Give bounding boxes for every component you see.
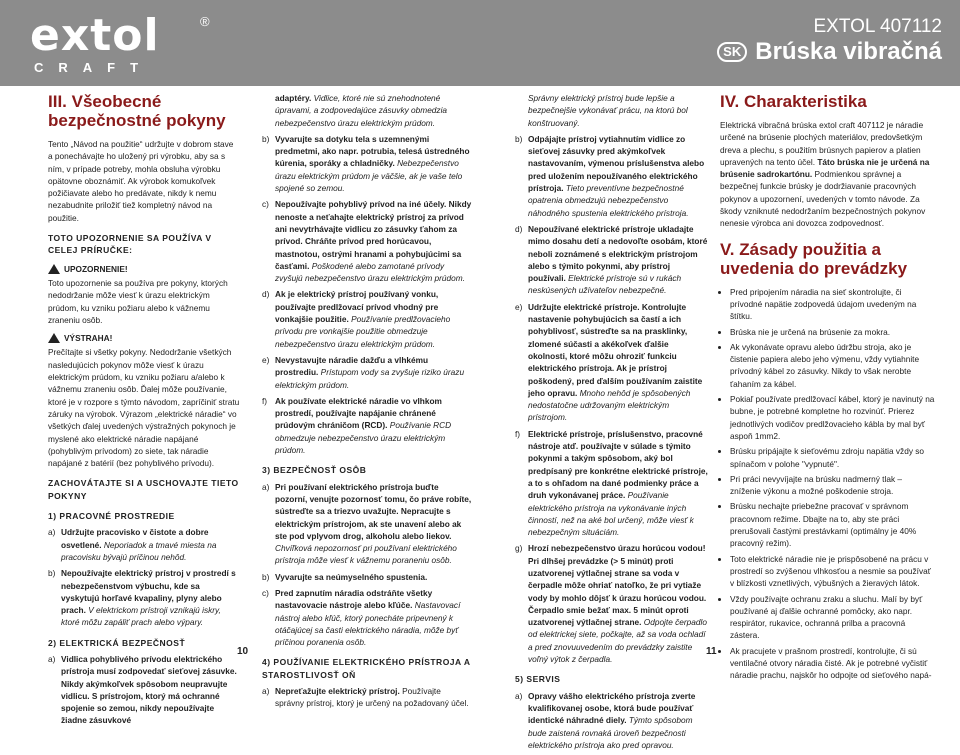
item-label: b) [515, 133, 523, 144]
usage-bullet: • Vždy používajte ochranu zraku a sluchu. Malí by byť používané aj ďalšie ochranné pomôcky, ako napr. respirátor, rukavice, ochranná prilba a pracovná zástera. [730, 593, 935, 642]
warning-triangle-icon [48, 333, 60, 343]
item-bold-text: Udržujte pracovisko v čistote a dobre osvetlené. [61, 527, 209, 550]
item-label [262, 92, 271, 129]
item-body [61, 526, 240, 563]
section-2-heading: 2) ELEKTRICKÁ BEZPEČNOSŤ [48, 637, 186, 648]
item-italic-text: Týmto spôsobom bude zaistená rovnaká úroveň bezpečnosti elektrického prístroja ako pred opravou. [528, 715, 693, 750]
characteristics-bold: Táto brúska nie je určená na brúsenie sadrokartónu. [720, 156, 930, 180]
item-italic-text: Nastavovací nástroj alebo kľúč, ktorý ponecháte pripevnený k otáčajúcej sa časti elektrického náradia, môže byť príčinou poranenia osôb. [275, 600, 461, 648]
warning-triangle-icon [48, 264, 60, 274]
list-item [262, 481, 472, 567]
item-body [528, 223, 710, 297]
brand-word: extol [30, 10, 160, 61]
item-italic-text: Prístupom vody sa zvyšuje riziko úrazu elektrickým prúdom. [275, 367, 465, 390]
item-label: c) [262, 587, 269, 598]
item-body [275, 685, 472, 710]
model-number: EXTOL 407112 [813, 16, 942, 37]
item-bold-text: Ak je elektrický prístroj používaný vonku, používajte predlžovací prívod vhodný pre vonkajšie použitie. [275, 289, 439, 325]
list-item [515, 301, 710, 424]
list-item [262, 395, 472, 456]
item-label: b) [48, 568, 56, 579]
item-body [275, 571, 427, 583]
section-2-list [48, 653, 240, 727]
column-1 [48, 92, 240, 731]
warning-heading [48, 332, 240, 344]
item-bold-text: Nevystavujte náradie dažďu a vlhkému prostrediu. [275, 354, 429, 378]
section-4-list [262, 685, 472, 710]
usage-bullet: • Ak vykonávate opravu alebo údržbu stroja, ako je čistenie papiera alebo jeho výmenu, vždy vytiahnite prívodný kábel zo zásuvky. Nikdy to však nerobte ťahaním za kábel. [730, 341, 935, 390]
list-item [48, 653, 240, 727]
item-bold-text: Vyvarujte sa dotyku tela s uzemnenými predmetmi, ako napr. potrubia, telesá ústredného kúrenia, sporáky a chladničky. [275, 133, 470, 169]
item-label: b) [262, 133, 270, 144]
item-bold-text: Hrozí nebezpečenstvo úrazu horúcou vodou! Pri dlhšej prevádzke (> 5 minút) proti uzatvorenej výtlačnej strane sa voda v čerpadle môže ohriať natoľko, že pri vytiaže vody by mohlo dôjsť k úrazu horúcou vodou. Čerpadlo smie bežať max. 5 minút oproti uzatvorenej výtlačnej strane. [528, 543, 707, 628]
usage-bullet: • Pokiaľ používate predlžovací kábel, ktorý je navinutý na bubne, je potrebné kompletne ho rozvinúť. Prierez jednotlivých vodičov predlžovacieho kábla by mal byť aspoň 1mm2. [730, 393, 935, 442]
usage-bullet: • Ak pracujete v prašnom prostredí, kontrolujte, či sú ventilačné otvory náradia čisté. Ak je potrebné vyčistiť náradie prachu, najskôr ho odpojte od sieťového napá- [730, 645, 935, 682]
column-2 [262, 92, 472, 714]
brand-logo [30, 10, 210, 75]
list-item [262, 198, 472, 284]
section-1-list [48, 526, 240, 628]
item-body [528, 133, 710, 219]
list-item [262, 587, 472, 648]
section-3-heading: 3) BEZPEČNOSŤ OSÔB [262, 465, 367, 476]
section-5-heading: 5) SERVIS [515, 674, 561, 685]
item-italic-text: Používanie predlžovacieho prívodu pre vonkajšie použitie obmedzuje nebezpečenstvo úrazu elektrickým prúdom. [275, 314, 451, 349]
intro-paragraph: Tento „Návod na použitie“ udržujte v dobrom stave a ponechávajte ho uložený pri výrobku, aby sa s ním, v prípade potreby, mohla obsluha výrobku opätovne oboznámiť. Ak výrobok komukoľvek požičiavate alebo ho predávate, nikdy k nemu nezabudnite priložiť tiež kompletný návod na použitie. [48, 139, 234, 223]
usage-bullet: • Pri práci nevyvíjajte na brúsku nadmerný tlak – zníženie výkonu a možné poškodenie stroja. [730, 473, 935, 498]
item-body [275, 587, 472, 648]
item-bold-text: Opravy vášho elektrického prístroja zverte kvalifikovanej osobe, ktorá bude používať identické náhradné diely. [528, 690, 696, 726]
item-bold-text: Pri používaní elektrického prístroja buďte pozorní, venujte pozornosť tomu, čo práve robíte, sústreďte sa a triezvo uvažujte. Nepracujte s elektrickým prístrojom, ak ste unavení alebo ak ste pod vplyvom drog, alkoholu alebo liekov. [275, 481, 472, 541]
usage-bullet: • Brúska nie je určená na brúsenie za mokra. [730, 326, 935, 338]
list-item [262, 288, 472, 349]
item-italic-text: Odpojte čerpadlo od elektrickej siete, počkajte, až sa voda ochladí a pred znovuuvedením do prevádzky zaistite voľný výtok z čerpadla. [528, 617, 707, 665]
item-body [275, 198, 472, 284]
item-bold-text: Nepreťažujte elektrický prístroj. [275, 686, 400, 697]
header-banner [0, 0, 960, 86]
item-bold-text: Nepoužívané elektrické prístroje ukladajte mimo dosahu detí a nedovoľte osobám, ktoré neboli zoznámené s elektrickým prístrojom alebo s týmito pokynmi, aby prístroj používali. [528, 223, 708, 284]
list-item [48, 526, 240, 563]
item-italic-text: Neporiadok a tmavé miesta na pracovisku bývajú príčinou nehôd. [61, 539, 217, 562]
characteristics-text-2: Podmienkou správnej a bezpečnej funkcie brúsky je dodržiavanie pracovných pokynov a upozornení, uvedených v tomto návode. Za škody vzniknuté nedodržaním bezpečnostných pokynov nenesie výrobca ani dovozca zodpovednosť. [720, 169, 926, 229]
item-italic-text: V elektrickom prístroji vznikajú iskry, ktoré môžu zapáliť prach alebo výpary. [61, 605, 221, 628]
section-4-heading: 4) POUŽÍVANIE ELEKTRICKÉHO PRÍSTROJA A STAROSTLIVOSŤ OŇ [262, 657, 471, 680]
item-bold-text: Nepoužívajte pohyblivý prívod na iné účely. Nikdy nenoste a neťahajte elektrický prístroj za prívod ani nevytrhávajte vidlicu zo zásuvky ťahom za prívod. Chráňte prívod pred horúcavou, mastnotou, ostrými hranami a pohybujúcimi sa časťami. [275, 199, 472, 271]
item-body [275, 92, 472, 129]
item-label: f) [262, 395, 268, 406]
usage-bullet: • Toto elektrické náradie nie je prispôsobené na prácu v prostredí so zvýšenou vlhkosťou a nesmie sa používať v blízkosti vznetlivých, výbušných a žieravých látok. [730, 553, 935, 590]
item-body [528, 542, 710, 665]
item-body [275, 354, 472, 391]
list-item [262, 685, 472, 710]
item-body [275, 288, 472, 349]
list-item [515, 542, 710, 665]
characteristics-paragraph [720, 119, 935, 230]
list-item [515, 92, 710, 129]
item-body [61, 567, 240, 628]
item-body [528, 428, 710, 539]
section-title-v: V. Zásady použitia a uvedenia do prevádzky [720, 239, 908, 278]
item-label: a) [48, 527, 56, 538]
item-body [528, 92, 710, 129]
list-item [515, 690, 710, 751]
item-italic-text: Mnoho nehôd je spôsobených nedostatočne udržovaným elektrickým prístrojom. [528, 387, 691, 423]
item-italic-text: Vidlice, ktoré nie sú znehodnotené úpravami, a zodpovedajúce zásuvky obmedzia nebezpečenstvo úrazu elektrickým prúdom. [275, 93, 448, 128]
warning-label: VÝSTRAHA! [64, 333, 113, 344]
brand-subtitle: CRAFT [34, 60, 154, 75]
item-label [515, 92, 524, 129]
item-body [275, 395, 472, 456]
product-title [717, 38, 942, 66]
item-bold-text: Udržujte elektrické prístroje. Kontrolujte nastavenie pohybujúcich sa častí a ich pohyblivosť, sústreďte sa na prasklinky, zlomené súčasti a akékoľvek ďalšie okolnosti, ktoré môžu ohroziť funkciu elektrického prístroja. Ak je prístroj poškodený, pred ďalším používaním zaistite jeho opravu. [528, 301, 703, 398]
item-body [275, 133, 472, 194]
item-body [275, 481, 472, 567]
item-bold-text: Ak používate elektrické náradie vo vlhkom prostredí, používajte napájanie chránené prúdovým chráničom (RCD). [275, 395, 442, 431]
item-label: g) [515, 543, 523, 554]
section-3-list [262, 481, 472, 649]
item-label: b) [262, 571, 270, 582]
usage-bullet: • Brúsku pripájajte k sieťovému zdroju napätia vždy so spínačom v polohe "vypnuté". [730, 445, 935, 470]
item-bold-text: adaptéry. [275, 93, 312, 103]
item-italic-text: Nebezpečenstvo úrazu elektrickým prúdom je väčšie, ak je vaše telo spojené so zemou. [275, 158, 463, 194]
page-number-right: 11 [706, 646, 717, 657]
section-2-continued-list [262, 92, 472, 456]
warn-usage-heading: TOTO UPOZORNENIE SA POUŽÍVA V CELEJ PRÍRUČKE: [48, 233, 212, 256]
usage-bullet: • Brúsku nechajte priebežne pracovať v správnom pracovnom režime. Dbajte na to, aby ste práci prerušovali častými prestávkami (optimálny je 40% pracovný režim). [730, 500, 935, 549]
item-body [528, 690, 710, 751]
item-bold-text: Elektrické prístroje, príslušenstvo, pracovné nástroje atď. používajte v súlade s týmito pokynmi a takým spôsobom, aký bol predpísaný pre konkrétne elektrické prístroje, a to s ohľadom na dané podmienky práce a druh vykonávanej práce. [528, 428, 708, 501]
product-name: Brúska vibračná [755, 38, 942, 65]
item-body [528, 301, 710, 424]
item-bold-text: Odpájajte prístroj vytiahnutím vidlice zo sieťovej zásuvky pred akýmkoľvek nastavovaním, výmenou príslušenstva alebo pred uložením nepoužívaného elektrického prístroja. [528, 133, 705, 194]
section-title-iii: III. Všeobecné bezpečnostné pokyny [48, 92, 226, 130]
registered-mark: ® [200, 14, 210, 29]
item-bold-text: Vyvarujte sa neúmyselného spustenia. [275, 571, 428, 582]
item-italic-text: Elektrické prístroje sú v rukách neskúsených užívateľov nebezpečné. [528, 273, 682, 296]
item-label: e) [515, 301, 523, 312]
list-item [48, 567, 240, 628]
usage-bullet: • Pred pripojením náradia na sieť skontrolujte, či prívodné napätie zodpovedá údajom uvedeným na štítku. [730, 286, 935, 323]
keep-instructions-heading: ZACHOVÁTAJTE SI A USCHOVAJTE TIETO POKYNY [48, 478, 239, 501]
item-italic-text: Poškodené alebo zamotané prívody zvyšujú nebezpečenstvo úrazu elektrickým prúdom. [275, 260, 465, 284]
item-italic-text: Chvíľková nepozornosť pri používaní elektrického prístroja môže viesť k vážnemu poraneniu osôb. [275, 543, 457, 566]
item-italic-text: Používanie elektrického prístroja na vykonávanie iných činností, než na aké bol určený, môže viesť k nebezpečným situáciám. [528, 490, 694, 538]
section-title-iv: IV. Charakteristika [720, 92, 867, 111]
item-label: d) [515, 223, 523, 234]
list-item [262, 92, 472, 129]
item-bold-text: Pred zapnutím náradia odstráňte všetky nastavovacie nástroje alebo kľúče. [275, 587, 433, 611]
item-label: a) [262, 686, 270, 697]
page-number-left: 10 [237, 646, 249, 657]
list-item [515, 223, 710, 297]
item-label: c) [262, 199, 269, 210]
item-label: e) [262, 354, 270, 365]
item-label: a) [48, 653, 56, 664]
caution-heading [48, 263, 240, 275]
item-italic-text: Tieto preventívne bezpečnostné opatrenia obmedzujú nebezpečenstvo náhodného spustenia elektrického prístroja. [528, 183, 689, 218]
usage-bullet-list [720, 286, 935, 682]
item-label: a) [515, 690, 523, 701]
item-italic-text: Správny elektrický prístroj bude lepšie a bezpečnejšie vykonávať prácu, na ktorú bol konštruovaný. [528, 93, 688, 128]
item-label: f) [515, 428, 521, 439]
list-item [262, 133, 472, 194]
warning-text: Prečítajte si všetky pokyny. Nedodržanie všetkých nasledujúcich pokynov môže viesť k úrazu elektrickým prúdom, ku vzniku požiaru a/alebo k vážnemu zraneniu osôb. Ďalej môže používanie, ktoré je v rozpore s týmto návodom, zapríčiniť stratu záruky na výrobok. Výrazom „elektrické náradie“ vo všetkých ďalej uvedených výstražných pokynoch je myslené ako elektrické náradie napájané (pohyblivým prívodom) zo siete, tak náradie napájané z batérií (bez pohyblivého prívodu). [48, 347, 240, 469]
caution-text: Toto upozornenie sa používa pre pokyny, ktorých nedodržanie môže viesť k úrazu elektrickým prúdom, ku vzniku požiaru alebo k vážnemu zraneniu osôb. [48, 277, 228, 325]
section-4-continued-list [515, 92, 710, 665]
section-1-heading: 1) PRACOVNÉ PROSTREDIE [48, 511, 175, 522]
list-item [515, 428, 710, 539]
item-bold-text: Nepoužívajte elektrický prístroj v prostredí s nebezpečenstvom výbuchu, kde sa vyskytujú horľavé kvapaliny, plyny alebo prach. [61, 568, 236, 616]
item-label: d) [262, 289, 270, 300]
list-item [515, 133, 710, 219]
item-body [61, 653, 240, 727]
language-badge: SK [717, 42, 747, 62]
caution-label: UPOZORNENIE! [64, 263, 128, 274]
column-4 [720, 92, 935, 685]
item-bold-text: Vidlica pohyblivého prívodu elektrického prístroja musí zodpovedať sieťovej zásuvke. Nikdy akýmkoľvek spôsobom neupravujte vidlicu. S prístrojom, ktorý má ochranné spojenie so zemou, nikdy nepoužívajte žiadne zásuvkové [61, 653, 237, 726]
item-normal-text: Používajte správny prístroj, ktorý je určený na požadovaný účel. [275, 686, 469, 709]
item-label: a) [262, 481, 270, 492]
list-item [262, 571, 472, 583]
list-item [262, 354, 472, 391]
section-5-list [515, 690, 710, 751]
item-italic-text: Používanie RCD obmedzuje nebezpečenstvo úrazu elektrickým prúdom. [275, 420, 452, 456]
characteristics-text: Elektrická vibračná brúska extol craft 407112 je náradie určené na brúsenie plochých materiálov, predovšetkým dreva a plechu, s použitím brúsnych papierov a platien upravených na tento účel. [720, 120, 924, 167]
